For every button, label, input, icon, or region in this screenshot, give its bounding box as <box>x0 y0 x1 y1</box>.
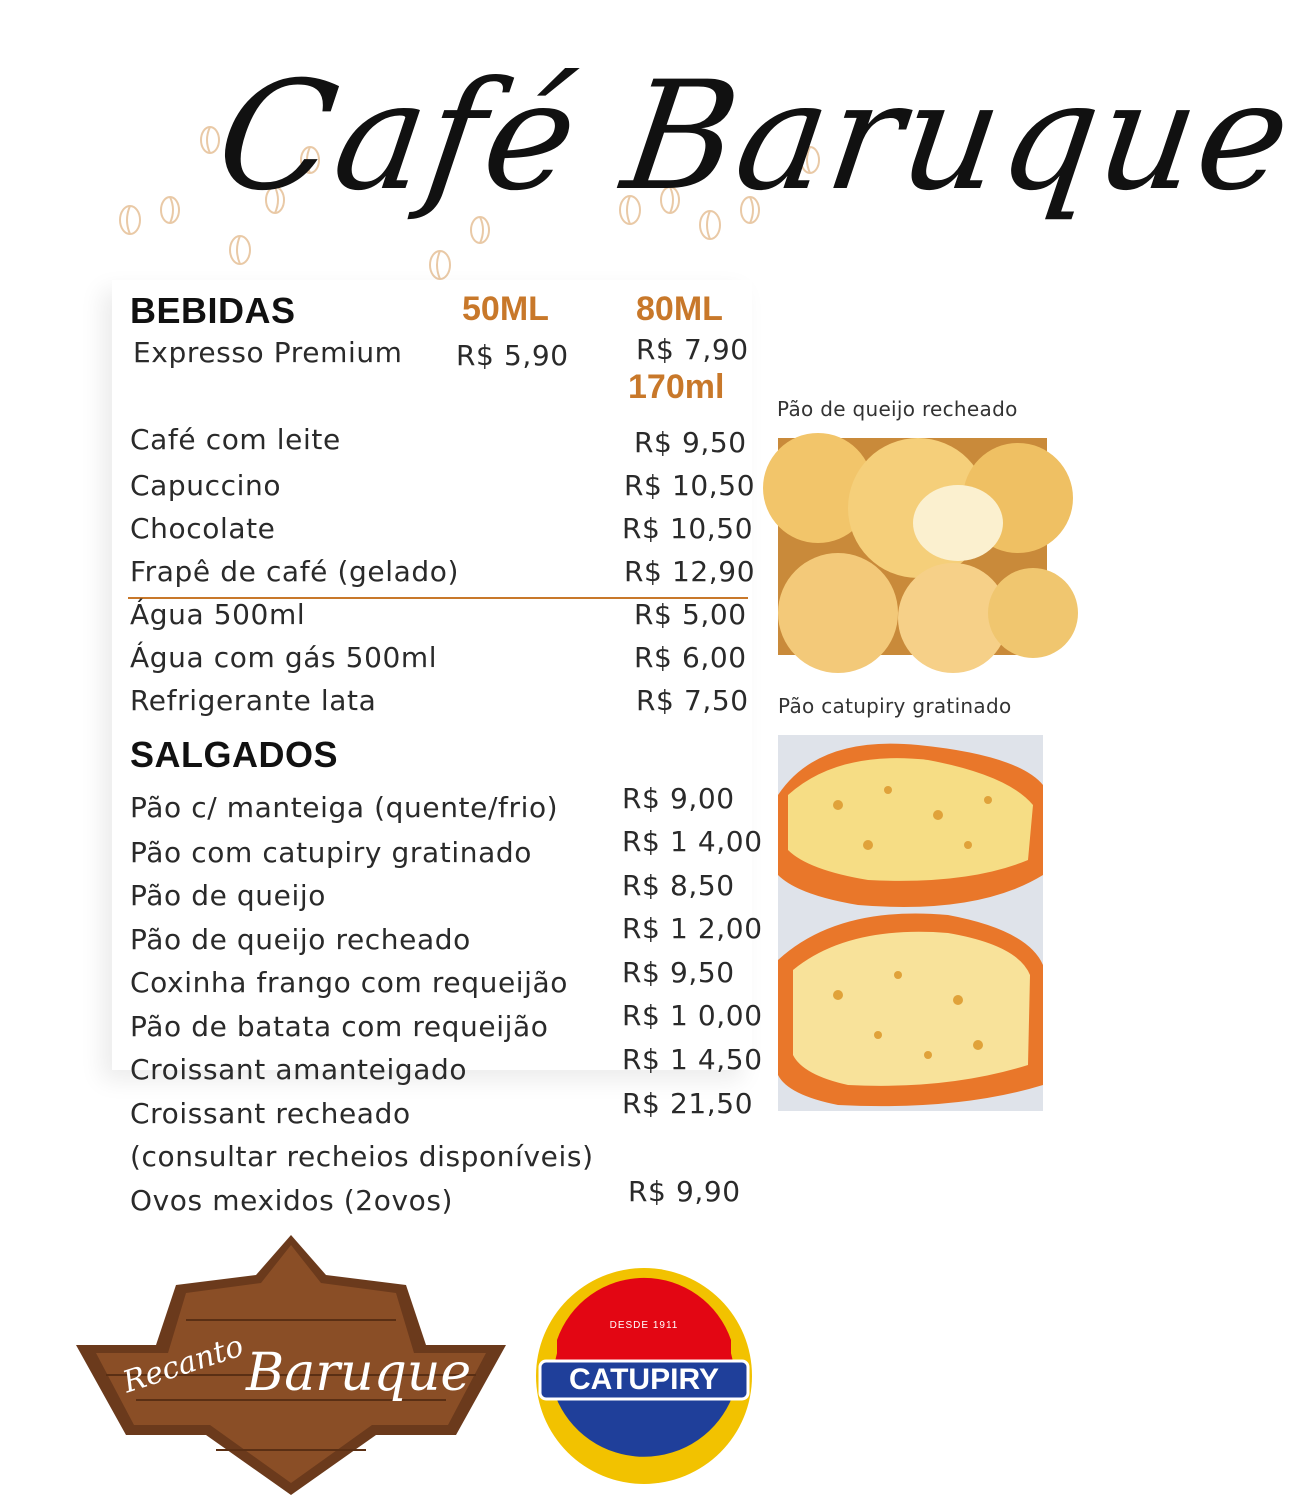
bebida-item-price: R$ 6,00 <box>634 641 747 674</box>
bebida-item-price: R$ 10,50 <box>624 469 756 502</box>
bebida-item-price: R$ 10,50 <box>622 512 754 545</box>
salgado-item-price: R$ 21,50 <box>622 1087 754 1120</box>
cafe-title: Café Baruque <box>207 50 1302 224</box>
salgado-item-label: Pão de queijo <box>130 879 326 912</box>
title-area <box>200 10 1302 300</box>
size-80ml: 80ML <box>636 290 723 328</box>
catupiry-since: DESDE 1911 <box>609 1320 679 1331</box>
bebida-item-price: R$ 9,50 <box>634 426 747 459</box>
bebida-item-price: R$ 12,90 <box>624 555 756 588</box>
salgado-item-price: R$ 9,00 <box>622 782 735 815</box>
pao-queijo-caption: Pão de queijo recheado <box>777 397 1018 421</box>
salgado-item-price: R$ 9,90 <box>628 1175 741 1208</box>
size-50ml: 50ML <box>462 290 549 328</box>
salgado-item-note: (consultar recheios disponíveis) <box>130 1140 594 1173</box>
catupiry-logo <box>535 1265 753 1487</box>
salgado-item-label: Ovos mexidos (2ovos) <box>130 1184 454 1217</box>
salgado-item-label: Croissant amanteigado <box>130 1053 468 1086</box>
bebida-item-label: Frapê de café (gelado) <box>130 555 459 588</box>
salgado-item-price: R$ 9,50 <box>622 956 735 989</box>
pao-catupiry-photo <box>778 735 1043 1111</box>
bebidas-heading: BEBIDAS <box>130 290 296 331</box>
salgado-item-label: Croissant recheado <box>130 1097 411 1130</box>
recanto-baruque-logo <box>76 1235 506 1495</box>
salgado-item-label: Pão com catupiry gratinado <box>130 836 532 869</box>
bebida-item-label: Água com gás 500ml <box>130 641 438 674</box>
expresso-price-50: R$ 5,90 <box>456 339 569 372</box>
salgado-item-price: R$ 1 2,00 <box>622 912 763 945</box>
pao-de-queijo-photo <box>778 438 1047 655</box>
bebida-item-label: Café com leite <box>130 423 341 456</box>
baruque-text: Baruque <box>246 1343 472 1403</box>
bebida-item-price: R$ 7,50 <box>636 684 749 717</box>
salgado-item-price: R$ 1 4,00 <box>622 825 763 858</box>
expresso-label: Expresso Premium <box>133 336 403 369</box>
salgado-item-label: Pão c/ manteiga (quente/frio) <box>130 791 559 824</box>
salgado-item-label: Pão de queijo recheado <box>130 923 471 956</box>
salgados-heading: SALGADOS <box>130 734 339 775</box>
bebida-item-label: Chocolate <box>130 512 276 545</box>
salgado-item-label: Coxinha frango com requeijão <box>130 966 569 999</box>
bebida-item-label: Capuccino <box>130 469 282 502</box>
catupiry-name: CATUPIRY <box>569 1363 719 1396</box>
salgado-item-price: R$ 1 4,50 <box>622 1043 763 1076</box>
salgado-item-price: R$ 8,50 <box>622 869 735 902</box>
bebida-item-price: R$ 5,00 <box>634 598 747 631</box>
salgado-item-price: R$ 1 0,00 <box>622 999 763 1032</box>
bebida-item-label: Água 500ml <box>130 598 306 631</box>
recanto-text: Recanto <box>118 1328 248 1401</box>
pao-catupiry-caption: Pão catupiry gratinado <box>778 694 1012 718</box>
bebida-item-label: Refrigerante lata <box>130 684 377 717</box>
expresso-price-80: R$ 7,90 <box>636 333 749 366</box>
size-170ml: 170ml <box>628 368 725 406</box>
salgado-item-label: Pão de batata com requeijão <box>130 1010 549 1043</box>
